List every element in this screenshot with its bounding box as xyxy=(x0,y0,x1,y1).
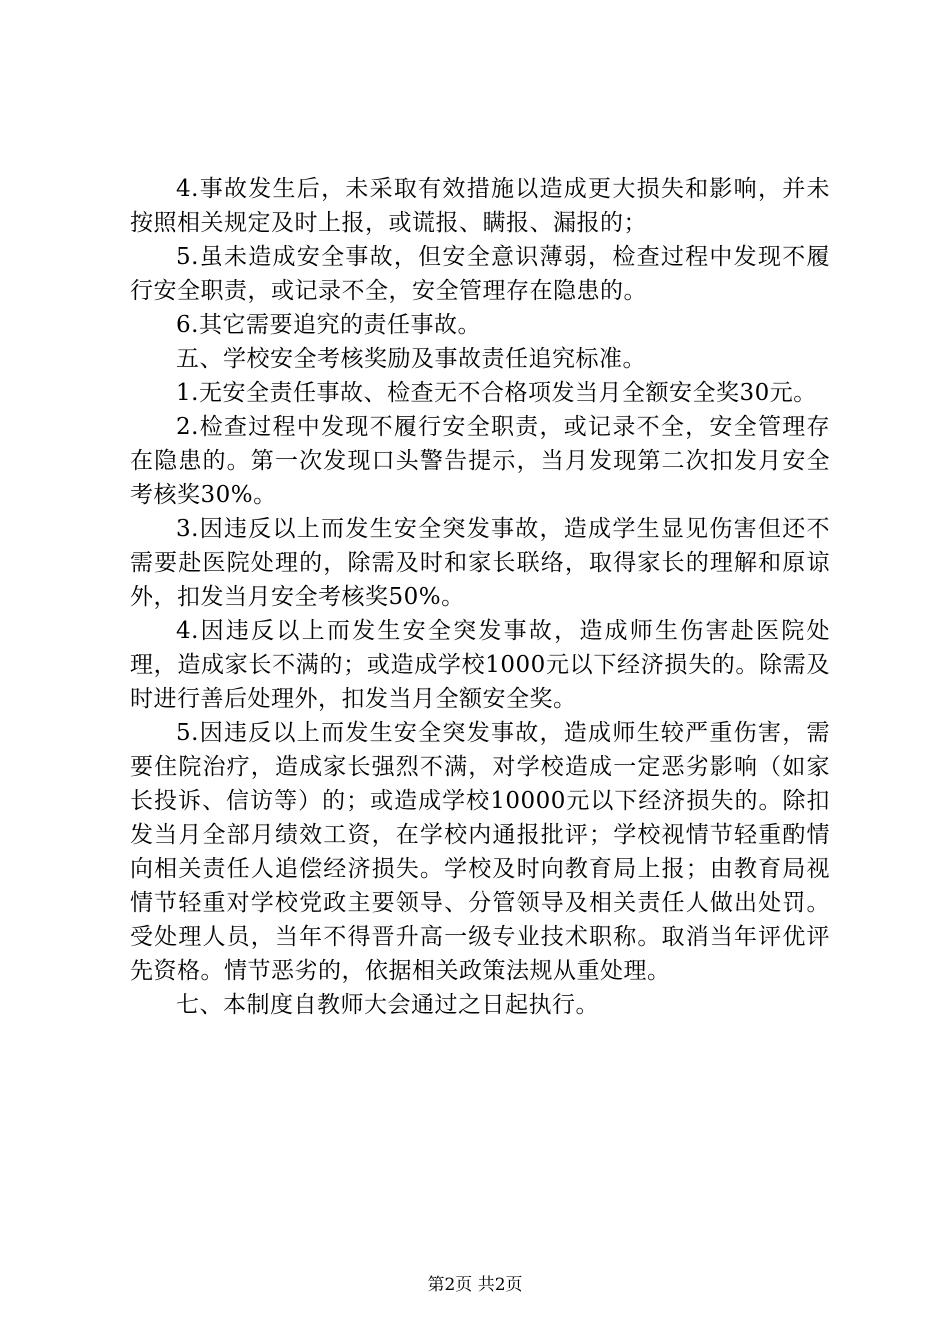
page-footer xyxy=(0,1274,950,1296)
section-heading-seven: 七、本制度自教师大会通过之日起执行。 xyxy=(176,992,599,1018)
paragraph-item-6: 6.其它需要追究的责任事故。 xyxy=(176,312,481,338)
paragraph-reward-5: 5.因违反以上而发生安全突发事故，造成师生较严重伤害，需要住院治疗，造成家长强烈不满，对学校造成一定恶劣影响（如家长投诉、信访等）的；或造成学校10000元以下经济损失的。除扣发当月全部月绩效工资，在学校内通报批评；学校视情节轻重酌情向相关责任人追偿经济损失。学校及时向教育局上报；由教育局视情节轻重对学校党政主要领导、分管领导及相关责任人做出处罚。受处理人员，当年不得晋升高一级专业技术职称。取消当年评优评先资格。情节恶劣的，依据相关政策法规从重处理。 xyxy=(130,720,830,984)
document-body xyxy=(130,172,830,1022)
paragraph-reward-2: 2.检查过程中发现不履行安全职责，或记录不全，安全管理存在隐患的。第一次发现口头警告提示，当月发现第二次扣发月安全考核奖30%。 xyxy=(130,414,830,508)
paragraph-reward-3: 3.因违反以上而发生安全突发事故，造成学生显见伤害但还不需要赴医院处理的，除需及时和家长联络，取得家长的理解和原谅外，扣发当月安全考核奖50%。 xyxy=(130,516,830,610)
paragraph-reward-4: 4.因违反以上而发生安全突发事故，造成师生伤害赴医院处理，造成家长不满的；或造成学校1000元以下经济损失的。除需及时进行善后处理外，扣发当月全额安全奖。 xyxy=(130,618,830,712)
paragraph-reward-1: 1.无安全责任事故、检查无不合格项发当月全额安全奖30元。 xyxy=(176,380,817,406)
paragraph-item-5: 5.虽未造成安全事故，但安全意识薄弱，检查过程中发现不履行安全职责，或记录不全，安全管理存在隐患的。 xyxy=(130,244,830,304)
paragraph-item-4: 4.事故发生后，未采取有效措施以造成更大损失和影响，并未按照相关规定及时上报，或谎报、瞒报、漏报的； xyxy=(130,176,830,236)
page-number-label: 第2页 共2页 xyxy=(427,1275,523,1295)
section-heading-five: 五、学校安全考核奖励及事故责任追究标准。 xyxy=(176,346,646,372)
